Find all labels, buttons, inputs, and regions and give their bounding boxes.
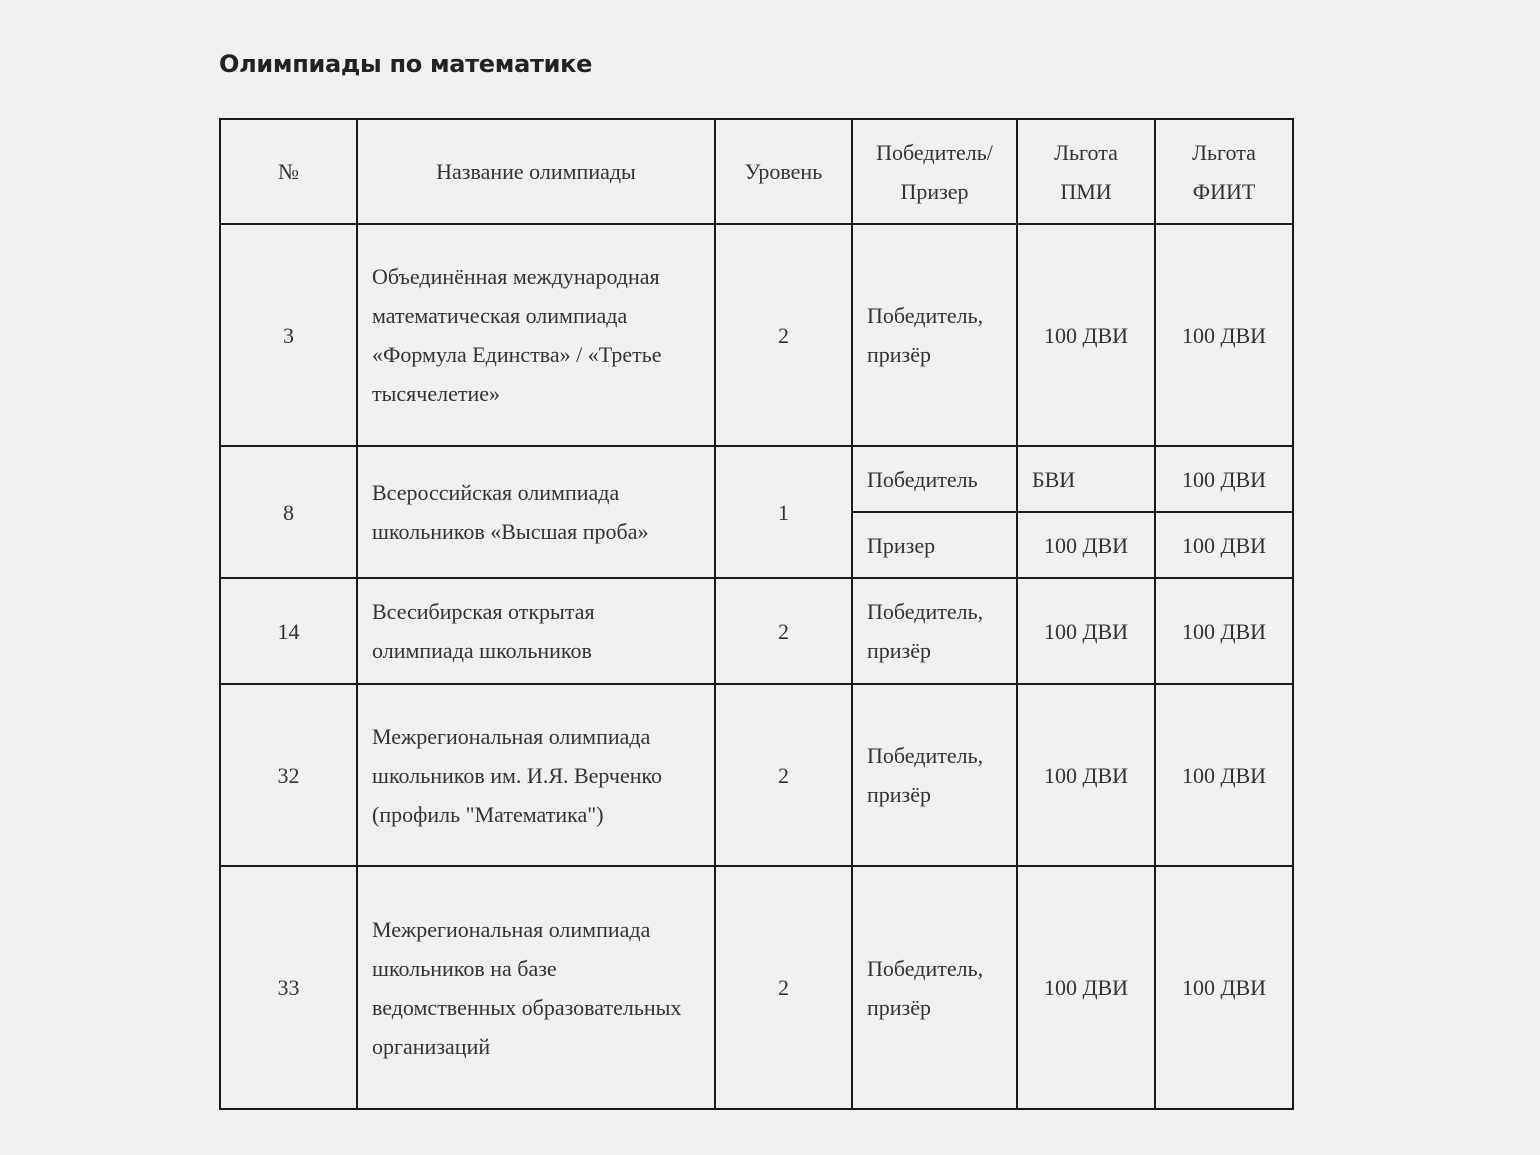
- cell-pmi: 100 ДВИ: [1017, 512, 1155, 578]
- cell-number: 3: [220, 224, 357, 446]
- cell-status: Победитель, призёр: [852, 224, 1017, 446]
- cell-pmi: 100 ДВИ: [1017, 866, 1155, 1109]
- cell-name: Всероссийская олимпиада школьников «Высшая проба»: [357, 446, 715, 578]
- cell-name: Объединённая международная математическая олимпиада «Формула Единства» / «Третье тысячелетие»: [357, 224, 715, 446]
- cell-level: 2: [715, 578, 852, 684]
- header-pmi: Льгота ПМИ: [1017, 119, 1155, 224]
- header-status: Победитель/ Призер: [852, 119, 1017, 224]
- cell-level: 2: [715, 866, 852, 1109]
- cell-level: 2: [715, 224, 852, 446]
- cell-fiit: 100 ДВИ: [1155, 224, 1293, 446]
- cell-fiit: 100 ДВИ: [1155, 578, 1293, 684]
- olympiads-table: [219, 118, 1294, 1110]
- cell-fiit: 100 ДВИ: [1155, 866, 1293, 1109]
- cell-status: Победитель, призёр: [852, 578, 1017, 684]
- cell-status: Победитель, призёр: [852, 684, 1017, 866]
- cell-level: 1: [715, 446, 852, 578]
- cell-level: 2: [715, 684, 852, 866]
- cell-status: Победитель, призёр: [852, 866, 1017, 1109]
- cell-pmi: 100 ДВИ: [1017, 224, 1155, 446]
- cell-number: 14: [220, 578, 357, 684]
- table-row: [220, 578, 1293, 684]
- cell-pmi: БВИ: [1017, 446, 1155, 512]
- cell-name: Межрегиональная олимпиада школьников на базе ведомственных образовательных организаций: [357, 866, 715, 1109]
- cell-pmi: 100 ДВИ: [1017, 684, 1155, 866]
- table-row: [220, 446, 1293, 512]
- header-number: №: [220, 119, 357, 224]
- cell-fiit: 100 ДВИ: [1155, 512, 1293, 578]
- header-fiit: Льгота ФИИТ: [1155, 119, 1293, 224]
- table-row: [220, 224, 1293, 446]
- page-title: Олимпиады по математике: [219, 50, 593, 78]
- table-row: [220, 684, 1293, 866]
- cell-fiit: 100 ДВИ: [1155, 446, 1293, 512]
- cell-number: 33: [220, 866, 357, 1109]
- header-level: Уровень: [715, 119, 852, 224]
- cell-name: Межрегиональная олимпиада школьников им. И.Я. Верченко (профиль "Математика"): [357, 684, 715, 866]
- cell-number: 32: [220, 684, 357, 866]
- cell-status: Победитель: [852, 446, 1017, 512]
- cell-status: Призер: [852, 512, 1017, 578]
- cell-pmi: 100 ДВИ: [1017, 578, 1155, 684]
- header-name: Название олимпиады: [357, 119, 715, 224]
- cell-name: Всесибирская открытая олимпиада школьников: [357, 578, 715, 684]
- table-row: [220, 866, 1293, 1109]
- cell-number: 8: [220, 446, 357, 578]
- table-header-row: [220, 119, 1293, 224]
- cell-fiit: 100 ДВИ: [1155, 684, 1293, 866]
